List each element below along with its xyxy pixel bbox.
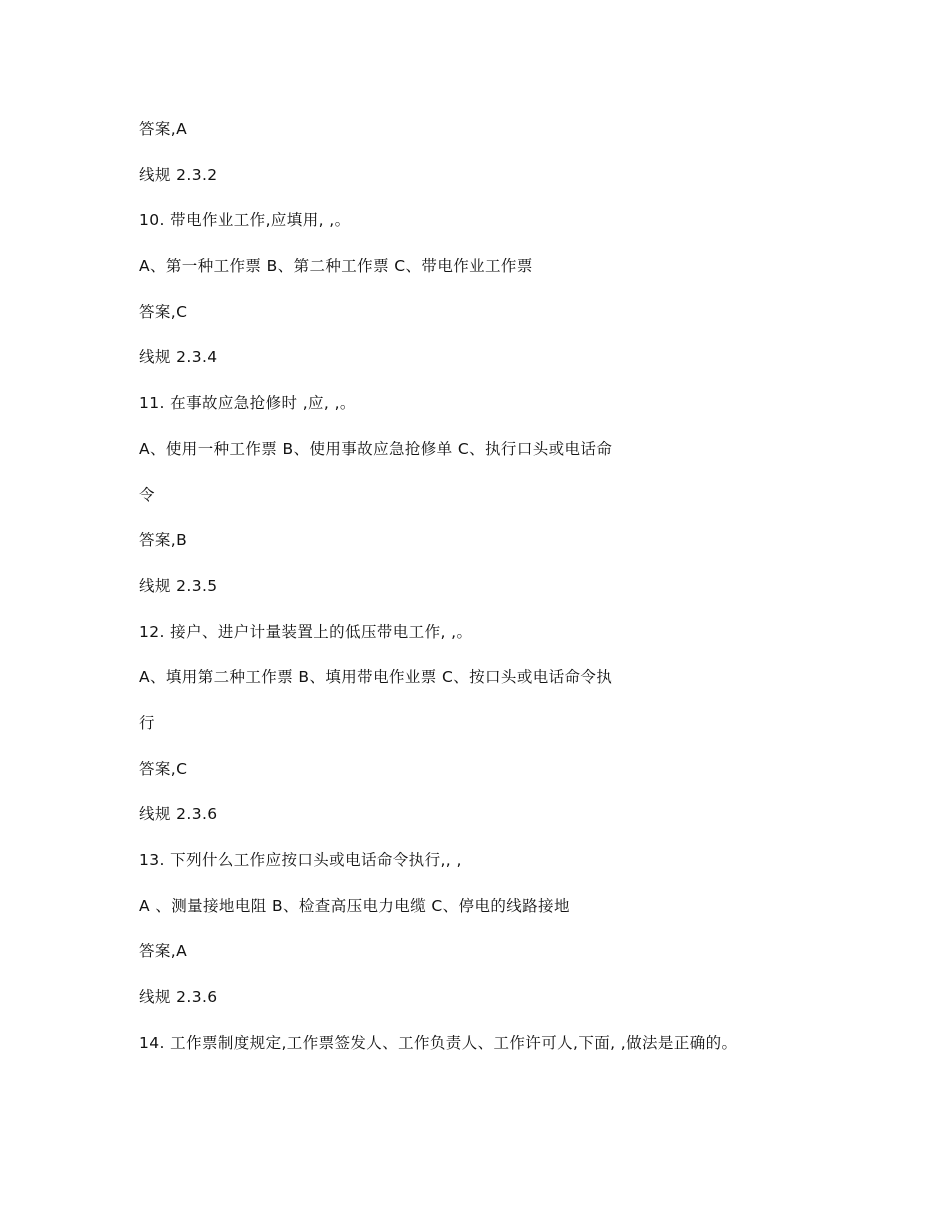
answer-line: 答案,B [139, 531, 188, 550]
reference-line: 线规 2.3.4 [139, 348, 218, 367]
options-12-continued: 行 [139, 713, 155, 732]
reference-line: 线规 2.3.2 [139, 165, 218, 184]
question-13: 13. 下列什么工作应按口头或电话命令执行,, , [139, 851, 462, 869]
options-12: A、填用第二种工作票 B、填用带电作业票 C、按口头或电话命令执 [139, 668, 613, 687]
question-10: 10. 带电作业工作,应填用, ,。 [139, 211, 351, 230]
answer-line: 答案,A [139, 942, 188, 961]
question-11: 11. 在事故应急抢修时 ,应, ,。 [139, 394, 356, 413]
options-10: A、第一种工作票 B、第二种工作票 C、带电作业工作票 [139, 257, 533, 276]
answer-line: 答案,C [139, 759, 188, 778]
options-13: A 、测量接地电阻 B、检查高压电力电缆 C、停电的线路接地 [139, 896, 570, 915]
options-11: A、使用一种工作票 B、使用事故应急抢修单 C、执行口头或电话命 [139, 439, 613, 458]
answer-line: 答案,C [139, 302, 188, 321]
reference-line: 线规 2.3.6 [139, 805, 218, 824]
reference-line: 线规 2.3.5 [139, 576, 218, 595]
options-11-continued: 令 [139, 485, 155, 504]
answer-line: 答案,A [139, 120, 188, 138]
document-body [139, 116, 839, 1075]
reference-line: 线规 2.3.6 [139, 988, 218, 1007]
question-14: 14. 工作票制度规定,工作票签发人、工作负责人、工作许可人,下面, ,做法是正确的。 [139, 1033, 738, 1052]
question-12: 12. 接户、进户计量装置上的低压带电工作, ,。 [139, 622, 473, 641]
